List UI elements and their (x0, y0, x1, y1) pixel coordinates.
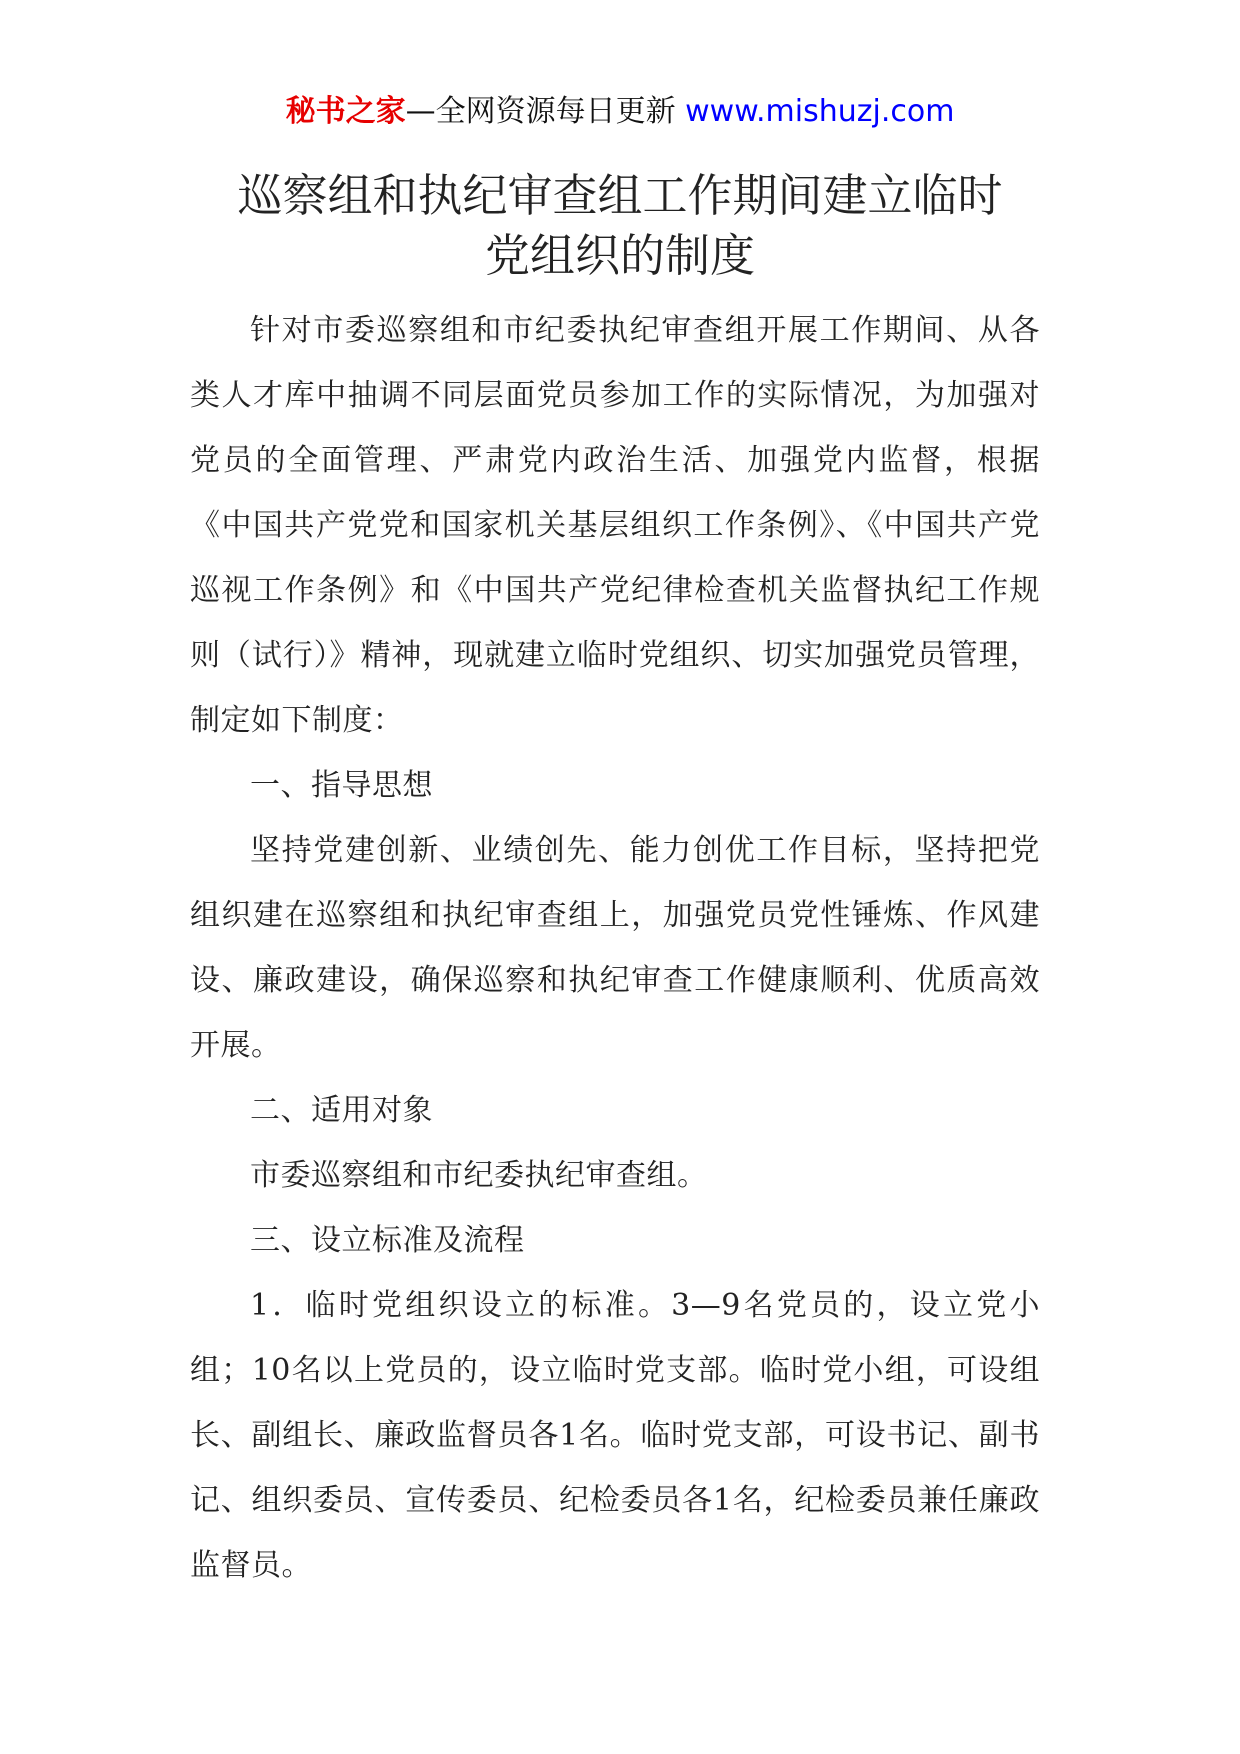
header-banner (0, 86, 1240, 138)
document-body (190, 298, 1040, 1598)
brand-name: 秘书之家 (285, 94, 406, 129)
document-title (0, 166, 1240, 286)
section-2-paragraph: 市委巡察组和市纪委执纪审查组。 (250, 1158, 708, 1193)
section-heading-2: 二、适用对象 (250, 1093, 433, 1128)
section-heading-1: 一、指导思想 (250, 768, 433, 803)
title-line-1: 巡察组和执纪审查组工作期间建立临时 (237, 169, 1003, 222)
section-1-paragraph: 坚持党建创新、业绩创先、能力创优工作目标，坚持把党组织建在巡察组和执纪审查组上，加强党员党性锤炼、作风建设、廉政建设，确保巡察和执纪审查工作健康顺利、优质高效开展。 (190, 833, 1040, 1063)
section-3-item-1: 1．临时党组织设立的标准。3—9名党员的，设立党小组；10名以上党员的，设立临时党支部。临时党小组，可设组长、副组长、廉政监督员各1名。临时党支部，可设书记、副书记、组织委员、宣传委员、纪检委员各1名，纪检委员兼任廉政监督员。 (190, 1288, 1040, 1583)
section-heading-3: 三、设立标准及流程 (250, 1223, 525, 1258)
intro-paragraph: 针对市委巡察组和市纪委执纪审查组开展工作期间、从各类人才库中抽调不同层面党员参加工作的实际情况，为加强对党员的全面管理、严肃党内政治生活、加强党内监督，根据《中国共产党党和国家机关基层组织工作条例》、《中国共产党巡视工作条例》和《中国共产党纪律检查机关监督执纪工作规则（试行）》精神，现就建立临时党组织、切实加强党员管理，制定如下制度： (190, 313, 1040, 738)
website-link[interactable]: www.mishuzj.com (685, 94, 955, 129)
title-line-2: 党组织的制度 (484, 229, 755, 282)
banner-slogan: —全网资源每日更新 (405, 94, 686, 129)
